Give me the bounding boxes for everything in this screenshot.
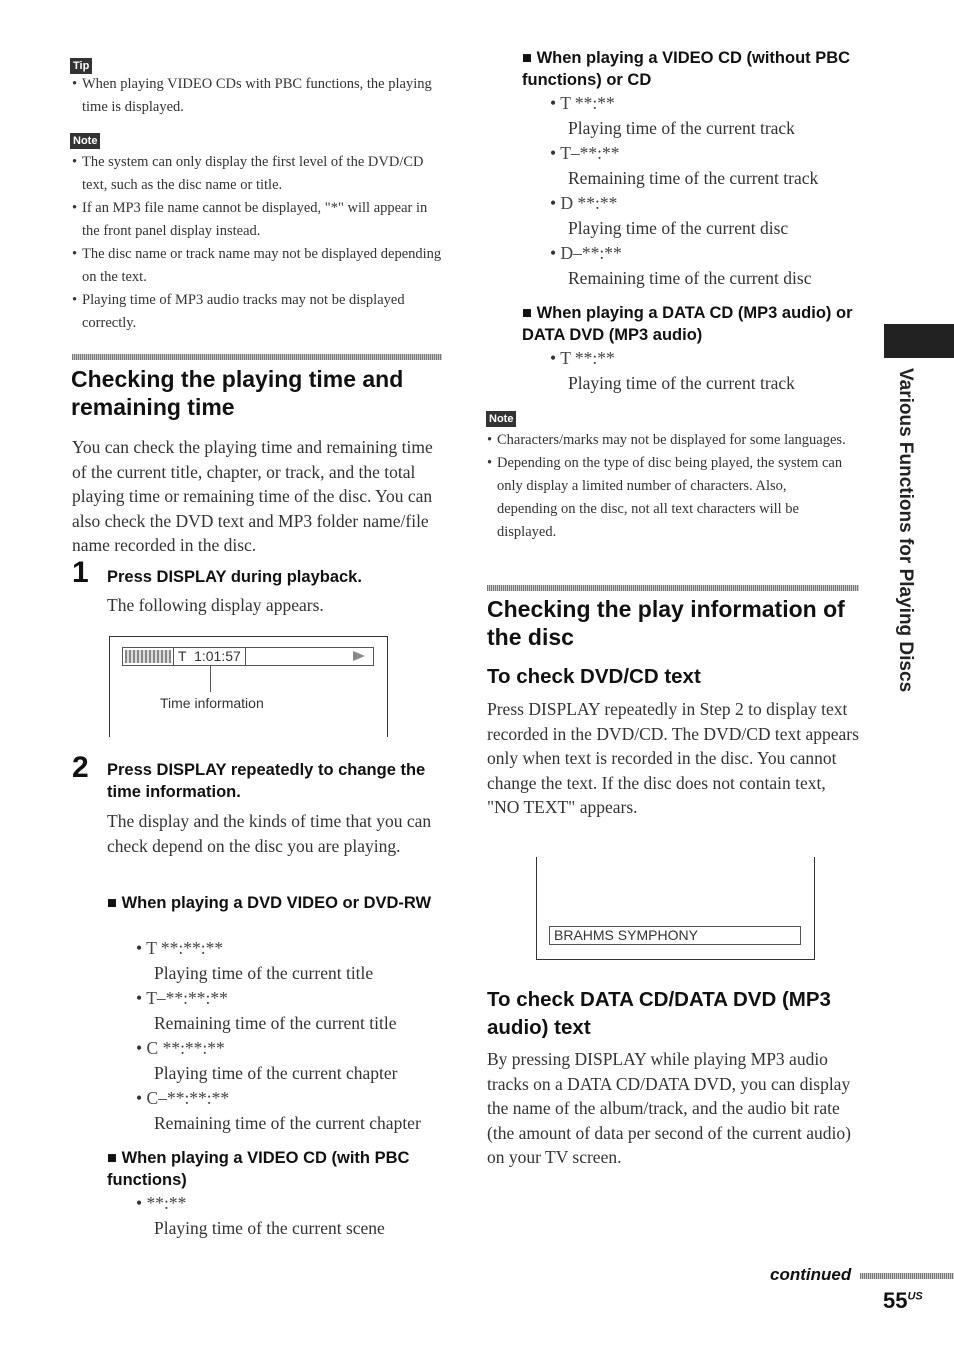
note-badge: Note — [70, 133, 100, 149]
list-item-desc: Playing time of the current chapter — [154, 1063, 398, 1083]
list-item-desc: Remaining time of the current track — [568, 168, 819, 188]
note-item: • If an MP3 file name cannot be displayed, "*" will appear in the front panel display instead. — [72, 200, 428, 239]
section-title: Checking the playing time and remaining time — [71, 366, 404, 420]
list-item: • C–**:**:** — [136, 1088, 230, 1108]
step-1-number: 1 — [72, 556, 89, 589]
time-readout: T 1:01:57 — [173, 648, 246, 665]
tip-badge: Tip — [70, 58, 92, 74]
text-display-screen — [536, 857, 815, 960]
list-item: • T–**:**:** — [136, 988, 228, 1008]
note-item: • The disc name or track name may not be displayed depending on the text. — [72, 246, 442, 285]
mp3-time-list — [550, 346, 860, 396]
step-2-text: The display and the kinds of time that you can check depend on the disc you are playing. — [107, 811, 432, 856]
note-list-right — [487, 429, 849, 544]
list-item: • T **:** — [550, 348, 615, 368]
step-2-number: 2 — [72, 751, 89, 784]
list-item: • C **:**:** — [136, 1038, 225, 1058]
note-list — [72, 151, 442, 335]
pointer-line — [210, 666, 211, 692]
section-rule-right — [487, 585, 859, 591]
vcd-pbc-heading: ■ When playing a VIDEO CD (with PBC functions) — [107, 1149, 410, 1189]
list-item-desc: Playing time of the current track — [568, 373, 795, 393]
vcd-pbc-time-list — [136, 1191, 446, 1241]
step-2-title: Press DISPLAY repeatedly to change the time information. — [107, 761, 426, 801]
dvdcd-text-body: Press DISPLAY repeatedly in Step 2 to display text recorded in the DVD/CD. The DVD/CD text appears only when text is recorded in the disc. You cannot change the text. If the disc does not contain text, "NO TEXT" appears. — [487, 699, 859, 817]
section-title-right: Checking the play information of the disc — [487, 596, 845, 650]
dvdcd-text-heading: To check DVD/CD text — [487, 665, 701, 688]
data-text-heading: To check DATA CD/DATA DVD (MP3 audio) text — [487, 988, 831, 1039]
display-screen — [109, 636, 388, 737]
play-icon — [353, 651, 365, 661]
side-tab-label: Various Functions for Playing Discs — [895, 368, 916, 693]
list-item: • T–**:** — [550, 143, 620, 163]
note-badge-right: Note — [486, 411, 516, 427]
section-rule — [72, 354, 442, 360]
mp3-heading: ■ When playing a DATA CD (MP3 audio) or DATA DVD (MP3 audio) — [522, 304, 853, 344]
disc-text-readout: BRAHMS SYMPHONY — [549, 926, 801, 945]
data-text-body: By pressing DISPLAY while playing MP3 audio tracks on a DATA CD/DATA DVD, you can display the name of the album/track, and the audio bit rate (the amount of data per second of the current audio) on your TV screen. — [487, 1049, 851, 1167]
note-item: • Characters/marks may not be displayed for some languages. — [487, 432, 846, 448]
note-item: • The system can only display the first level of the DVD/CD text, such as the disc name or title. — [72, 154, 424, 193]
continued-label: continued — [770, 1265, 852, 1284]
disc-icon — [125, 650, 171, 663]
list-item-desc: Remaining time of the current title — [154, 1013, 397, 1033]
screen-bar — [122, 647, 374, 666]
list-item-desc: Remaining time of the current disc — [568, 268, 812, 288]
list-item-desc: Playing time of the current title — [154, 963, 374, 983]
list-item-desc: Playing time of the current scene — [154, 1218, 385, 1238]
list-item: • D **:** — [550, 193, 618, 213]
time-information-label: Time information — [160, 695, 264, 711]
vcd-time-list — [550, 91, 860, 291]
continued-rule — [860, 1273, 954, 1279]
intro-text: You can check the playing time and remaining time of the current title, chapter, or track, and the total playing time or remaining time of the disc. You can also check the DVD text and MP3 folder name/file name recorded in the disc. — [72, 437, 433, 555]
dvd-time-list — [136, 936, 446, 1136]
list-item: • D–**:** — [550, 243, 622, 263]
list-item-desc: Playing time of the current disc — [568, 218, 789, 238]
list-item: • **:** — [136, 1193, 187, 1213]
list-item-desc: Playing time of the current track — [568, 118, 795, 138]
page-number: $55^{US}$ — [883, 1288, 923, 1313]
side-tab-marker — [884, 324, 954, 358]
note-item: • Depending on the type of disc being played, the system can only display a limited number of characters. Also, depending on the disc, not all text characters will be displayed. — [487, 455, 843, 540]
step-1-title: Press DISPLAY during playback. — [107, 568, 362, 586]
list-item: • T **:** — [550, 93, 615, 113]
tip-item: • When playing VIDEO CDs with PBC functions, the playing time is displayed. — [72, 76, 432, 115]
note-item: • Playing time of MP3 audio tracks may not be displayed correctly. — [72, 292, 405, 331]
tip-list — [72, 73, 442, 119]
list-item-desc: Remaining time of the current chapter — [154, 1113, 421, 1133]
vcd-heading: ■ When playing a VIDEO CD (without PBC functions) or CD — [522, 49, 851, 89]
list-item: • T **:**:** — [136, 938, 224, 958]
step-1-text: The following display appears. — [107, 595, 324, 615]
dvd-heading: ■ When playing a DVD VIDEO or DVD-RW — [107, 894, 432, 912]
